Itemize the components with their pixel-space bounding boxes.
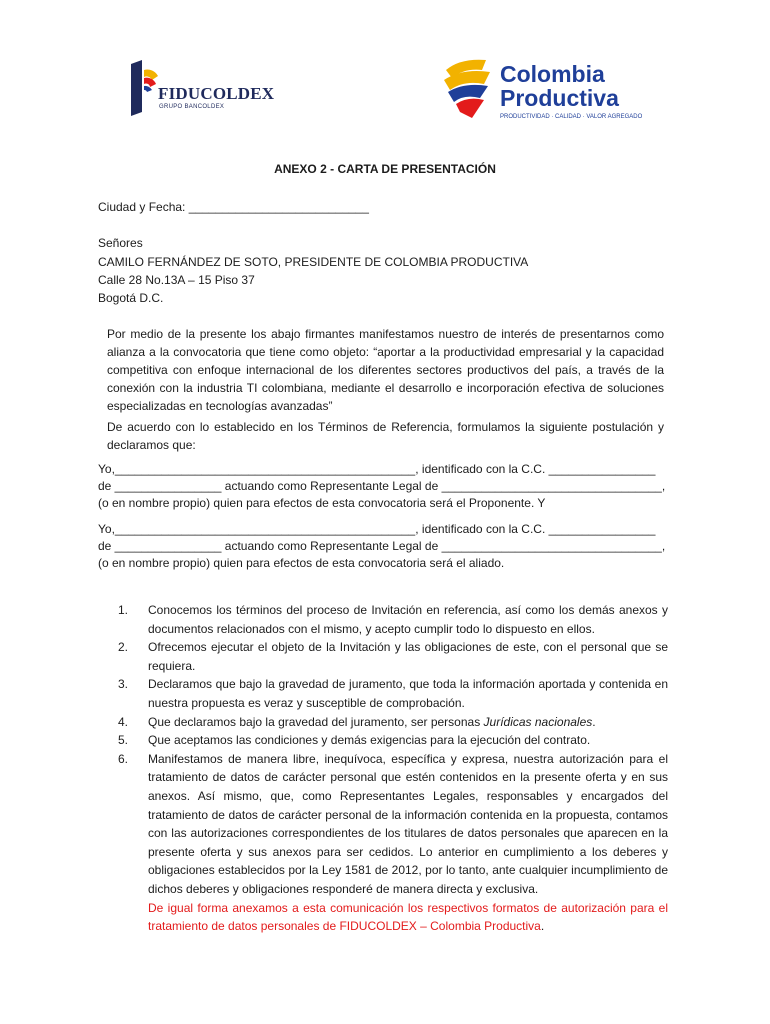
city-date-line: Ciudad y Fecha: ___________________________	[98, 200, 369, 214]
list-item-number: 3.	[118, 677, 129, 692]
recipient-name: CAMILO FERNÁNDEZ DE SOTO, PRESIDENTE DE COLOMBIA PRODUCTIVA	[98, 255, 529, 269]
list-item	[118, 638, 668, 675]
declarations-list	[118, 601, 668, 936]
fiducoldex-emblem-icon	[128, 58, 160, 118]
list-item-text: Manifestamos de manera libre, inequívoca, específica y expresa, nuestra autorización para el tratamiento de datos de carácter personal que estén contenidos en la presente oferta y en sus anexos. Así mismo, que, como Representantes Legales, responsables y encargados del tratamiento de datos de carácter personal de la información contenida en la propuesta, contamos con las autorizaciones correspondientes de los titulares de datos personales que aparecen en la presente oferta y sus anexos para ser cedidos. Lo anterior en cumplimiento a los deberes y obligaciones establecidos por la Ley 1581 de 2012, por lo tanto, ante cualquier incumplimiento de dichos deberes y obligaciones responderé de manera directa y exclusiva.	[148, 751, 668, 896]
list-item	[118, 601, 668, 638]
list-item-number: 2.	[118, 640, 129, 655]
signer-2-line-3: (o en nombre propio) quien para efectos de esta convocatoria será el aliado.	[98, 556, 505, 570]
list-item-text: Conocemos los términos del proceso de Invitación en referencia, así como los demás anexos y documentos relacionados con el mismo, y acepto cumplir todo lo dispuesto en ellos.	[148, 603, 668, 636]
list-item-number: 1.	[118, 603, 129, 617]
list-item-text: Que aceptamos las condiciones y demás exigencias para la ejecución del contrato.	[148, 733, 591, 748]
list-item-number: 4.	[118, 714, 129, 729]
fiducoldex-subtitle: GRUPO BANCOLDEX	[159, 104, 225, 110]
red-annex-tail: .	[540, 919, 545, 934]
list-item-number: 5.	[118, 733, 129, 748]
list-item-text-end: .	[592, 714, 596, 729]
cp-line-2: Productiva	[500, 85, 619, 111]
red-annex-note	[148, 899, 668, 936]
signer-1-line-2: de ________________ actuando como Representante Legal de _________________________________,	[98, 479, 666, 493]
list-item	[118, 750, 668, 936]
signer-2-line-1: Yo,_____________________________________________, identificado con la C.C. ________________	[98, 522, 656, 536]
list-item-number: 6.	[118, 751, 129, 766]
recipient-salutation: Señores	[98, 236, 143, 250]
colombia-productiva-tagline: PRODUCTIVIDAD · CALIDAD · VALOR AGREGADO	[500, 114, 643, 120]
colombia-productiva-wordmark	[500, 62, 619, 110]
document-title: ANEXO 2 - CARTA DE PRESENTACIÓN	[274, 162, 496, 176]
list-item-text: Que declaramos bajo la gravedad del juramento, ser personas	[148, 714, 484, 729]
red-annex-text: De igual forma anexamos a esta comunicación los respectivos formatos de autorización para el tratamiento de datos personales de FIDUCOLDEX – Colombia Productiva	[148, 900, 668, 934]
fiducoldex-wordmark: FIDUCOLDEX	[158, 84, 275, 103]
list-item	[118, 675, 668, 712]
list-item-text: Declaramos que bajo la gravedad de juramento, que toda la información aportada y contenida en nuestra propuesta es veraz y susceptible de comprobación.	[148, 677, 668, 710]
colombia-productiva-logo	[442, 56, 652, 128]
list-item	[118, 731, 668, 750]
cp-line-1: Colombia	[500, 61, 605, 87]
fiducoldex-logo	[128, 58, 278, 118]
list-item	[118, 713, 668, 732]
list-item-text: Ofrecemos ejecutar el objeto de la Invitación y las obligaciones de este, con el personal que se requiera.	[148, 640, 668, 673]
list-item-italic-text: Jurídicas nacionales	[483, 714, 593, 729]
recipient-city: Bogotá D.C.	[98, 291, 164, 305]
accord-paragraph: De acuerdo con lo establecido en los Términos de Referencia, formulamos la siguiente postulación y declaramos que:	[107, 420, 664, 452]
recipient-address: Calle 28 No.13A – 15 Piso 37	[98, 273, 255, 287]
intro-paragraph: Por medio de la presente los abajo firmantes manifestamos nuestro de interés de presentarnos como alianza a la convocatoria que tiene como objeto: “aportar a la productividad empresarial y la capacidad competitiva con enfoque internacional de los diferentes sectores productivos del país, a través de la conexión con la industria TI colombiana, mediante el desarrollo e incorporación efectiva de soluciones especializadas en tecnologías avanzadas”	[107, 327, 664, 413]
signer-2-line-2: de ________________ actuando como Representante Legal de _________________________________,	[98, 539, 666, 553]
colombia-productiva-emblem-icon	[442, 56, 502, 128]
signer-1-line-3: (o en nombre propio) quien para efectos de esta convocatoria será el Proponente. Y	[98, 496, 546, 510]
signer-1-line-1: Yo,_____________________________________________, identificado con la C.C. ________________	[98, 462, 656, 476]
